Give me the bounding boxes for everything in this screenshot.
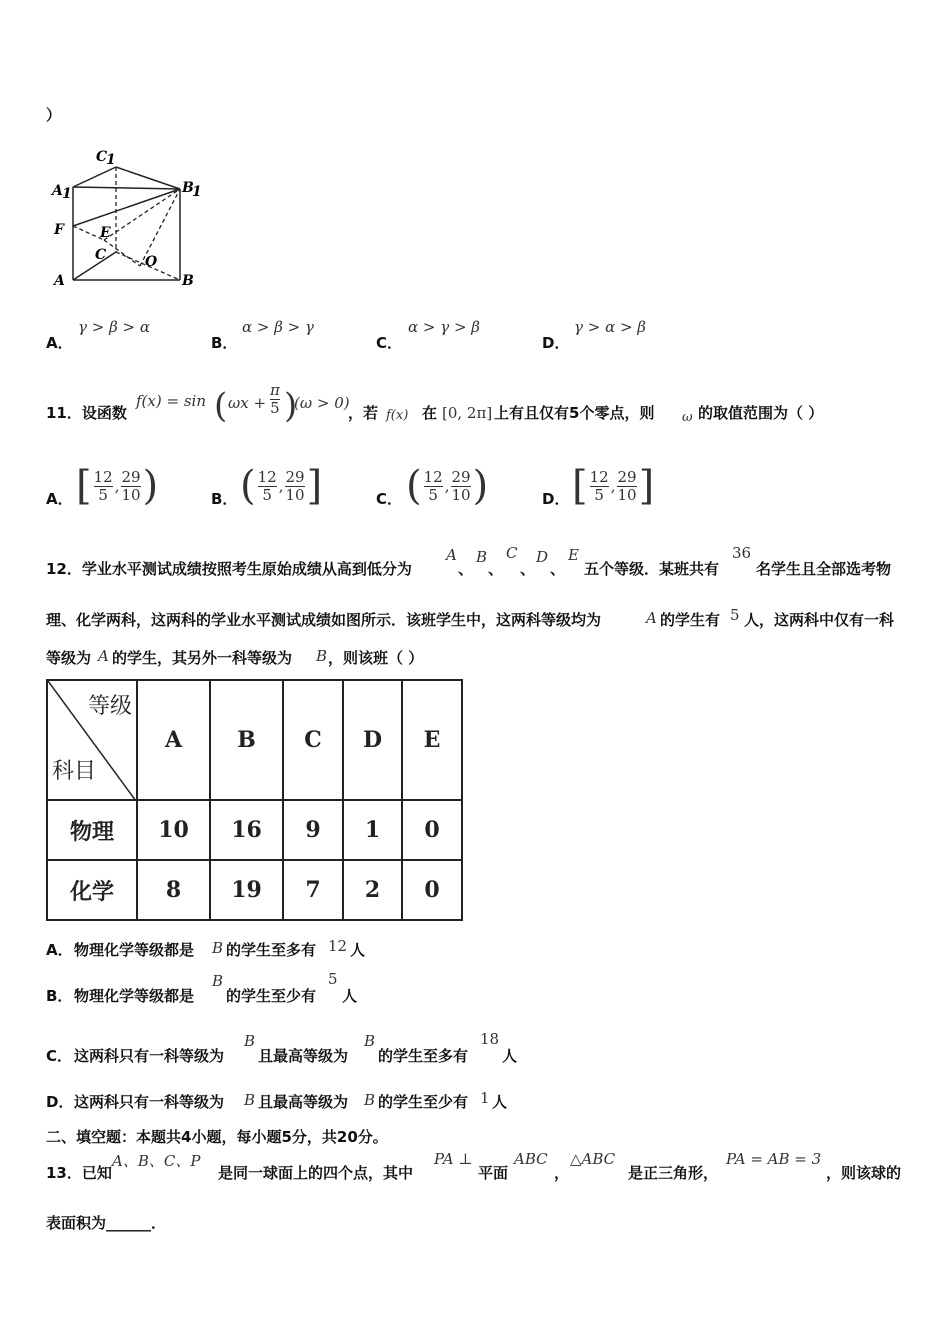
row-subject: 化学: [47, 860, 137, 920]
table-cell: 8: [137, 860, 210, 920]
frac-den: 5: [98, 485, 108, 504]
q11-mid: 上有且仅有5个零点，则: [494, 404, 655, 422]
q12-option-c[interactable]: [46, 1030, 926, 1066]
frac-den: 10: [617, 485, 637, 504]
q11-func: f(x) = sin: [136, 392, 206, 410]
option-text: 这两科只有一科等级为: [74, 1047, 225, 1065]
table-row: [47, 860, 462, 920]
q11-five: 5: [270, 398, 280, 417]
table-cell: 16: [210, 800, 283, 860]
label-B: B: [182, 273, 194, 289]
q11-pi-over-5: [270, 382, 280, 416]
q11-prefix: 11．设函数: [46, 404, 127, 422]
option-text: 物理化学等级都是: [74, 941, 195, 959]
option-var: B: [244, 1091, 256, 1109]
label-B1-sub: 1: [192, 184, 202, 200]
label-C1: C: [96, 149, 108, 165]
q12-line3-B: B: [316, 647, 328, 665]
option-text: 这两科只有一科等级为: [74, 1093, 225, 1111]
bracket-left: (: [406, 463, 422, 509]
frac-num: 29: [451, 468, 471, 486]
row-subject: 物理: [47, 800, 137, 860]
option-label: B．: [46, 987, 73, 1005]
q11-if: ，若: [348, 404, 379, 422]
q13-a: 13．已知: [46, 1164, 112, 1182]
option-text: 的学生至多有: [378, 1047, 469, 1065]
table-cell: 1: [343, 800, 402, 860]
q11-suffix: 的取值范围为（ ）: [698, 404, 824, 422]
label-B1: B: [182, 180, 194, 196]
option-text: 人: [342, 987, 358, 1005]
label-O: O: [145, 254, 158, 270]
table-cell: 7: [283, 860, 343, 920]
q12-line1-a: 12．学业水平测试成绩按照考生原始成绩从高到低分为: [46, 560, 412, 578]
option-num: 18: [480, 1030, 500, 1048]
q12-line2-A: A: [646, 609, 657, 627]
q13-abc: ABC: [514, 1150, 548, 1168]
q12-grade-C: C: [506, 544, 518, 562]
table-cell: 2: [343, 860, 402, 920]
q12-n5: 5: [730, 606, 740, 624]
option-var: B: [364, 1032, 376, 1050]
option-label: C．: [46, 1047, 73, 1065]
q13-pa: PA ⊥: [434, 1150, 473, 1168]
option-label: A．: [46, 941, 73, 959]
q11-option-b[interactable]: [211, 488, 237, 509]
option-label: A．: [46, 334, 73, 352]
table-header-row: [47, 680, 462, 800]
q10-option-a[interactable]: [46, 332, 73, 353]
label-A: A: [54, 273, 65, 289]
bracket-right: ]: [306, 463, 323, 509]
q10-options: [46, 318, 926, 352]
frac-num: 29: [617, 468, 637, 486]
option-text: 的学生至少有: [378, 1093, 469, 1111]
table-row: [47, 800, 462, 860]
label-C1-sub: 1: [106, 152, 116, 168]
q12-grade-B: B: [476, 548, 488, 566]
q10-option-c-expr: α > γ > β: [408, 318, 480, 336]
q13-b: 是同一球面上的四个点，其中: [218, 1164, 414, 1182]
bracket-right: ): [472, 463, 489, 509]
q11-stem: [46, 378, 926, 438]
q11-option-d-expr: [ $\frac{12}{5}$ , $\frac{29}{10}$ ]: [572, 463, 655, 509]
option-label: C．: [376, 334, 403, 352]
q12-line2-c: 人，这两科中仅有一科: [744, 611, 895, 629]
option-label: A．: [46, 490, 73, 508]
prism-figure: [46, 140, 216, 295]
q12-sep: 、: [520, 560, 536, 578]
q10-option-d[interactable]: [542, 332, 569, 353]
frac-num: 12: [589, 468, 609, 486]
label-C: C: [95, 247, 107, 263]
header-grade: 等级: [87, 694, 132, 719]
option-num: 5: [328, 970, 338, 988]
frac-den: 5: [594, 485, 604, 504]
option-text: 人: [492, 1093, 508, 1111]
q11-option-b-expr: ( $\frac{12}{5}$ , $\frac{29}{10}$ ]: [240, 463, 323, 509]
column-header: B: [210, 680, 283, 800]
q12-line1: [46, 544, 926, 576]
q13-d: ，: [554, 1164, 570, 1182]
q11-options: [46, 460, 926, 516]
table-cell: 0: [402, 860, 462, 920]
column-header: D: [343, 680, 402, 800]
q12-line2-b: 的学生有: [660, 611, 721, 629]
frac-den: 10: [451, 485, 471, 504]
option-text: 物理化学等级都是: [74, 987, 195, 1005]
option-text: 且最高等级为: [258, 1093, 349, 1111]
q13-c: 平面: [478, 1164, 509, 1182]
option-label: D．: [542, 334, 570, 352]
q11-pi: π: [270, 381, 280, 399]
q11-interval: [0, 2π]: [442, 404, 493, 422]
q12-option-a[interactable]: [46, 936, 926, 960]
option-var: B: [212, 939, 224, 957]
option-text: 的学生至少有: [226, 987, 317, 1005]
table-cell: 9: [283, 800, 343, 860]
option-label: D．: [542, 490, 570, 508]
table-cell: 19: [210, 860, 283, 920]
q12-line3: [46, 644, 926, 670]
q11-option-c[interactable]: [376, 488, 402, 509]
q12-option-b[interactable]: [46, 970, 926, 1006]
option-num: 1: [480, 1089, 490, 1107]
q12-sep: 、: [488, 560, 504, 578]
q11-paren-left: (: [214, 386, 228, 426]
q13-f: ，则该球的: [826, 1164, 902, 1182]
q13-points: A、B、C、P: [112, 1152, 201, 1170]
q11-arg: ωx +: [228, 394, 267, 412]
bracket-left: [: [76, 463, 92, 509]
section-heading: 二、填空题：本题共4小题，每小题5分，共20分。: [46, 1128, 388, 1146]
option-var: B: [364, 1091, 376, 1109]
q12-n36: 36: [732, 544, 752, 562]
option-text: 的学生至多有: [226, 941, 317, 959]
q12-line3-b: 的学生，其另外一科等级为: [112, 649, 293, 667]
label-A1-sub: 1: [62, 186, 72, 202]
q13-e: 是正三角形，: [628, 1164, 719, 1182]
option-label: D．: [46, 1093, 74, 1111]
q12-option-d[interactable]: [46, 1088, 926, 1112]
frac-num: 12: [93, 468, 113, 486]
q12-grade-E: E: [568, 546, 579, 564]
header-subject: 科目: [52, 759, 97, 784]
q12-line3-A: A: [98, 647, 109, 665]
table-cell: 10: [137, 800, 210, 860]
option-num: 12: [328, 937, 348, 955]
label-F: F: [54, 222, 64, 238]
top-paren: ）: [46, 106, 62, 124]
q13-eq: PA = AB = 3: [726, 1150, 822, 1168]
frac-den: 10: [285, 485, 305, 504]
q11-option-a-expr: [ $\frac{12}{5}$ , $\frac{29}{10}$ ): [76, 463, 159, 509]
bracket-left: [: [572, 463, 588, 509]
column-header: A: [137, 680, 210, 800]
q11-option-c-expr: ( $\frac{12}{5}$ , $\frac{29}{10}$ ): [406, 463, 489, 509]
q12-sep: 、: [550, 560, 566, 578]
grades-table: [46, 679, 463, 921]
q13-tri: △ABC: [570, 1150, 616, 1168]
option-var: B: [212, 972, 224, 990]
q11-cond: (ω > 0): [294, 394, 350, 412]
frac-den: 5: [428, 485, 438, 504]
option-label: B．: [211, 334, 238, 352]
option-text: 人: [350, 941, 366, 959]
q10-option-c[interactable]: [376, 332, 402, 353]
q12-line2-a: 理、化学两科，这两科的学业水平测试成绩如图所示．该班学生中，这两科等级均为: [46, 611, 602, 629]
frac-den: 10: [121, 485, 141, 504]
q10-option-d-expr: γ > α > β: [574, 318, 646, 336]
label-E: E: [100, 225, 111, 241]
q12-line3-c: ，则该班（ ）: [328, 649, 424, 667]
column-header: E: [402, 680, 462, 800]
q11-in: 在: [422, 404, 438, 422]
q11-option-d[interactable]: [542, 488, 569, 509]
q11-paren-right: ): [284, 386, 298, 426]
option-text: 人: [502, 1047, 518, 1065]
q13-line2: 表面积为______．: [46, 1214, 167, 1232]
frac-num: 29: [285, 468, 305, 486]
option-label: C．: [376, 490, 403, 508]
q10-option-b-expr: α > β > γ: [242, 318, 314, 336]
q12-line3-a: 等级为: [46, 649, 92, 667]
q10-option-b[interactable]: [211, 332, 237, 353]
q12-sep: 、: [458, 560, 474, 578]
bracket-right: ]: [638, 463, 655, 509]
option-var: B: [244, 1032, 256, 1050]
frac-den: 5: [262, 485, 272, 504]
q11-omega: ω: [682, 410, 693, 425]
frac-num: 12: [423, 468, 443, 486]
table-corner-cell: [47, 680, 137, 800]
q12-grade-D: D: [536, 548, 549, 566]
q11-option-a[interactable]: [46, 488, 73, 509]
q12-line1-b: 五个等级．某班共有: [584, 560, 720, 578]
frac-num: 12: [257, 468, 277, 486]
q13-line1: [46, 1148, 926, 1182]
q12-line1-c: 名学生且全部选考物: [756, 560, 892, 578]
q12-grade-A: A: [446, 546, 457, 564]
q11-fx: f(x): [386, 408, 409, 423]
frac-num: 29: [121, 468, 141, 486]
column-header: C: [283, 680, 343, 800]
option-text: 且最高等级为: [258, 1047, 349, 1065]
label-A1: A: [52, 183, 63, 199]
option-label: B．: [211, 490, 238, 508]
bracket-left: (: [240, 463, 256, 509]
q10-option-a-expr: γ > β > α: [78, 318, 150, 336]
table-cell: 0: [402, 800, 462, 860]
bracket-right: ): [142, 463, 159, 509]
q12-line2: [46, 606, 926, 632]
